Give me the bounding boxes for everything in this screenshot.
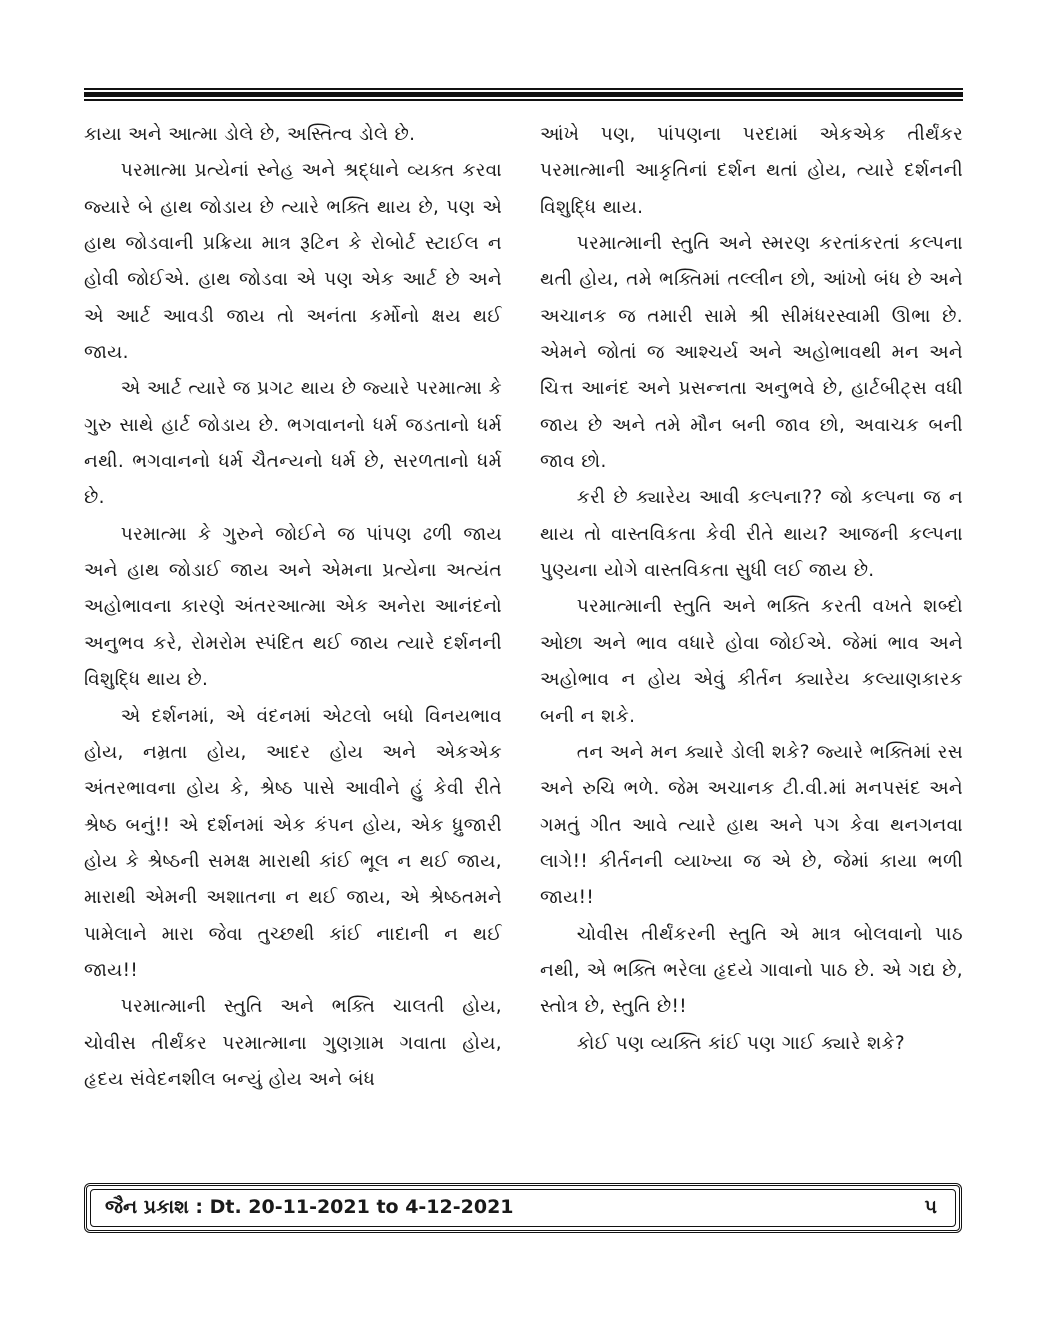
paragraph: કાયા અને આત્મા ડોલે છે, અસ્તિત્વ ડોલે છે. [84, 124, 416, 145]
paragraph: પરમાત્માની સ્તુતિ અને ભક્તિ ચાલતી હોય, ચોવીસ તીર્થંકર પરમાત્માના ગુણગ્રામ ગવાતા હોય, હૃદય સંવેદનશીલ બન્યું હોય અને બંધ [84, 996, 502, 1090]
left-column [84, 117, 502, 1098]
paragraph: તન અને મન ક્યારે ડોલી શકે? જ્યારે ભક્તિમાં રસ અને રુચિ ભળે. જેમ અચાનક ટી.વી.માં મનપસંદ અને ગમતું ગીત આવે ત્યારે હાથ અને પગ કેવા થનગનવા લાગે!! કીર્તનની વ્યાખ્યા જ એ છે, જેમાં કાયા ભળી જાય!! [540, 741, 963, 909]
header-rule-bottom [84, 99, 963, 101]
header-rule-top [84, 88, 963, 90]
paragraph: પરમાત્મા કે ગુરુને જોઈને જ પાંપણ ઢળી જાય અને હાથ જોડાઈ જાય અને એમના પ્રત્યેના અત્યંત અહોભાવના કારણે અંતરઆત્મા એક અનેરા આનંદનો અનુભવ કરે, રોમરોમ સ્પંદિત થઈ જાય ત્યારે દર્શનની વિશુદ્ધિ થાય છે. [84, 523, 502, 691]
paragraph: એ દર્શનમાં, એ વંદનમાં એટલો બધો વિનયભાવ હોય, નમ્રતા હોય, આદર હોય અને એકએક અંતરભાવના હોય કે, શ્રેષ્ઠ પાસે આવીને હું કેવી રીતે શ્રેષ્ઠ બનું!! એ દર્શનમાં એક કંપન હોય, એક ધ્રુજારી હોય કે શ્રેષ્ઠની સમક્ષ મારાથી કાંઈ ભૂલ ન થઈ જાય, મારાથી એમની અશાતના ન થઈ જાય, એ શ્રેષ્ઠતમને પામેલાને મારા જેવા તુચ્છથી કાંઈ નાદાની ન થઈ જાય!! [84, 705, 502, 981]
right-column [540, 117, 963, 1062]
page-footer [84, 1183, 962, 1233]
paragraph: પરમાત્માની સ્તુતિ અને ભક્તિ કરતી વખતે શબ્દો ઓછા અને ભાવ વધારે હોવા જોઈએ. જેમાં ભાવ અને અહોભાવ ન હોય એવું કીર્તન ક્યારેય કલ્યાણકારક બની ન શકે. [540, 596, 963, 727]
paragraph: કોઈ પણ વ્યક્તિ કાંઈ પણ ગાઈ ક્યારે શકે? [576, 1032, 906, 1054]
paragraph: આંખે પણ, પાંપણના પરદામાં એકએક તીર્થંકર પરમાત્માની આકૃતિનાં દર્શન થતાં હોય, ત્યારે દર્શનની વિશુદ્ધિ થાય. [540, 124, 963, 218]
page-number: ૫ [924, 1196, 937, 1218]
header-rule-thick [84, 92, 963, 97]
paragraph: એ આર્ટ ત્યારે જ પ્રગટ થાય છે જ્યારે પરમાત્મા કે ગુરુ સાથે હાર્ટ જોડાય છે. ભગવાનનો ધર્મ જડતાનો ધર્મ નથી. ભગવાનનો ધર્મ ચૈતન્યનો ધર્મ છે, સરળતાનો ધર્મ છે. [84, 378, 502, 509]
publication-info: જૈન પ્રકાશ : Dt. 20-11-2021 to 4-12-2021 [105, 1196, 514, 1218]
paragraph: ચોવીસ તીર્થંકરની સ્તુતિ એ માત્ર બોલવાનો પાઠ નથી, એ ભક્તિ ભરેલા હૃદયે ગાવાનો પાઠ છે. એ ગદ્ય છે, સ્તોત્ર છે, સ્તુતિ છે!! [540, 923, 963, 1018]
paragraph: પરમાત્મા પ્રત્યેનાં સ્નેહ અને શ્રદ્ધાને વ્યક્ત કરવા જ્યારે બે હાથ જોડાય છે ત્યારે ભક્તિ થાય છે, પણ એ હાથ જોડવાની પ્રક્રિયા માત્ર રૂટિન કે રોબોર્ટ સ્ટાઈલ ન હોવી જોઈએ. હાથ જોડવા એ પણ એક આર્ટ છે અને એ આર્ટ આવડી જાય તો અનંતા કર્મોનો ક્ષય થઈ જાય. [84, 160, 502, 364]
paragraph: કરી છે ક્યારેય આવી કલ્પના?? જો કલ્પના જ ન થાય તો વાસ્તવિકતા કેવી રીતે થાય? આજની કલ્પના પુણ્યના યોગે વાસ્તવિકતા સુધી લઈ જાય છે. [540, 487, 963, 582]
paragraph: પરમાત્માની સ્તુતિ અને સ્મરણ કરતાંકરતાં કલ્પના થતી હોય, તમે ભક્તિમાં તલ્લીન છો, આંખો બંધ છે અને અચાનક જ તમારી સામે શ્રી સીમંધરસ્વામી ઊભા છે. એમને જોતાં જ આશ્ચર્ય અને અહોભાવથી મન અને ચિત્ત આનંદ અને પ્રસન્નતા અનુભવે છે, હાર્ટબીટ્સ વધી જાય છે અને તમે મૌન બની જાવ છો, અવાચક બની જાવ છો. [540, 233, 963, 473]
